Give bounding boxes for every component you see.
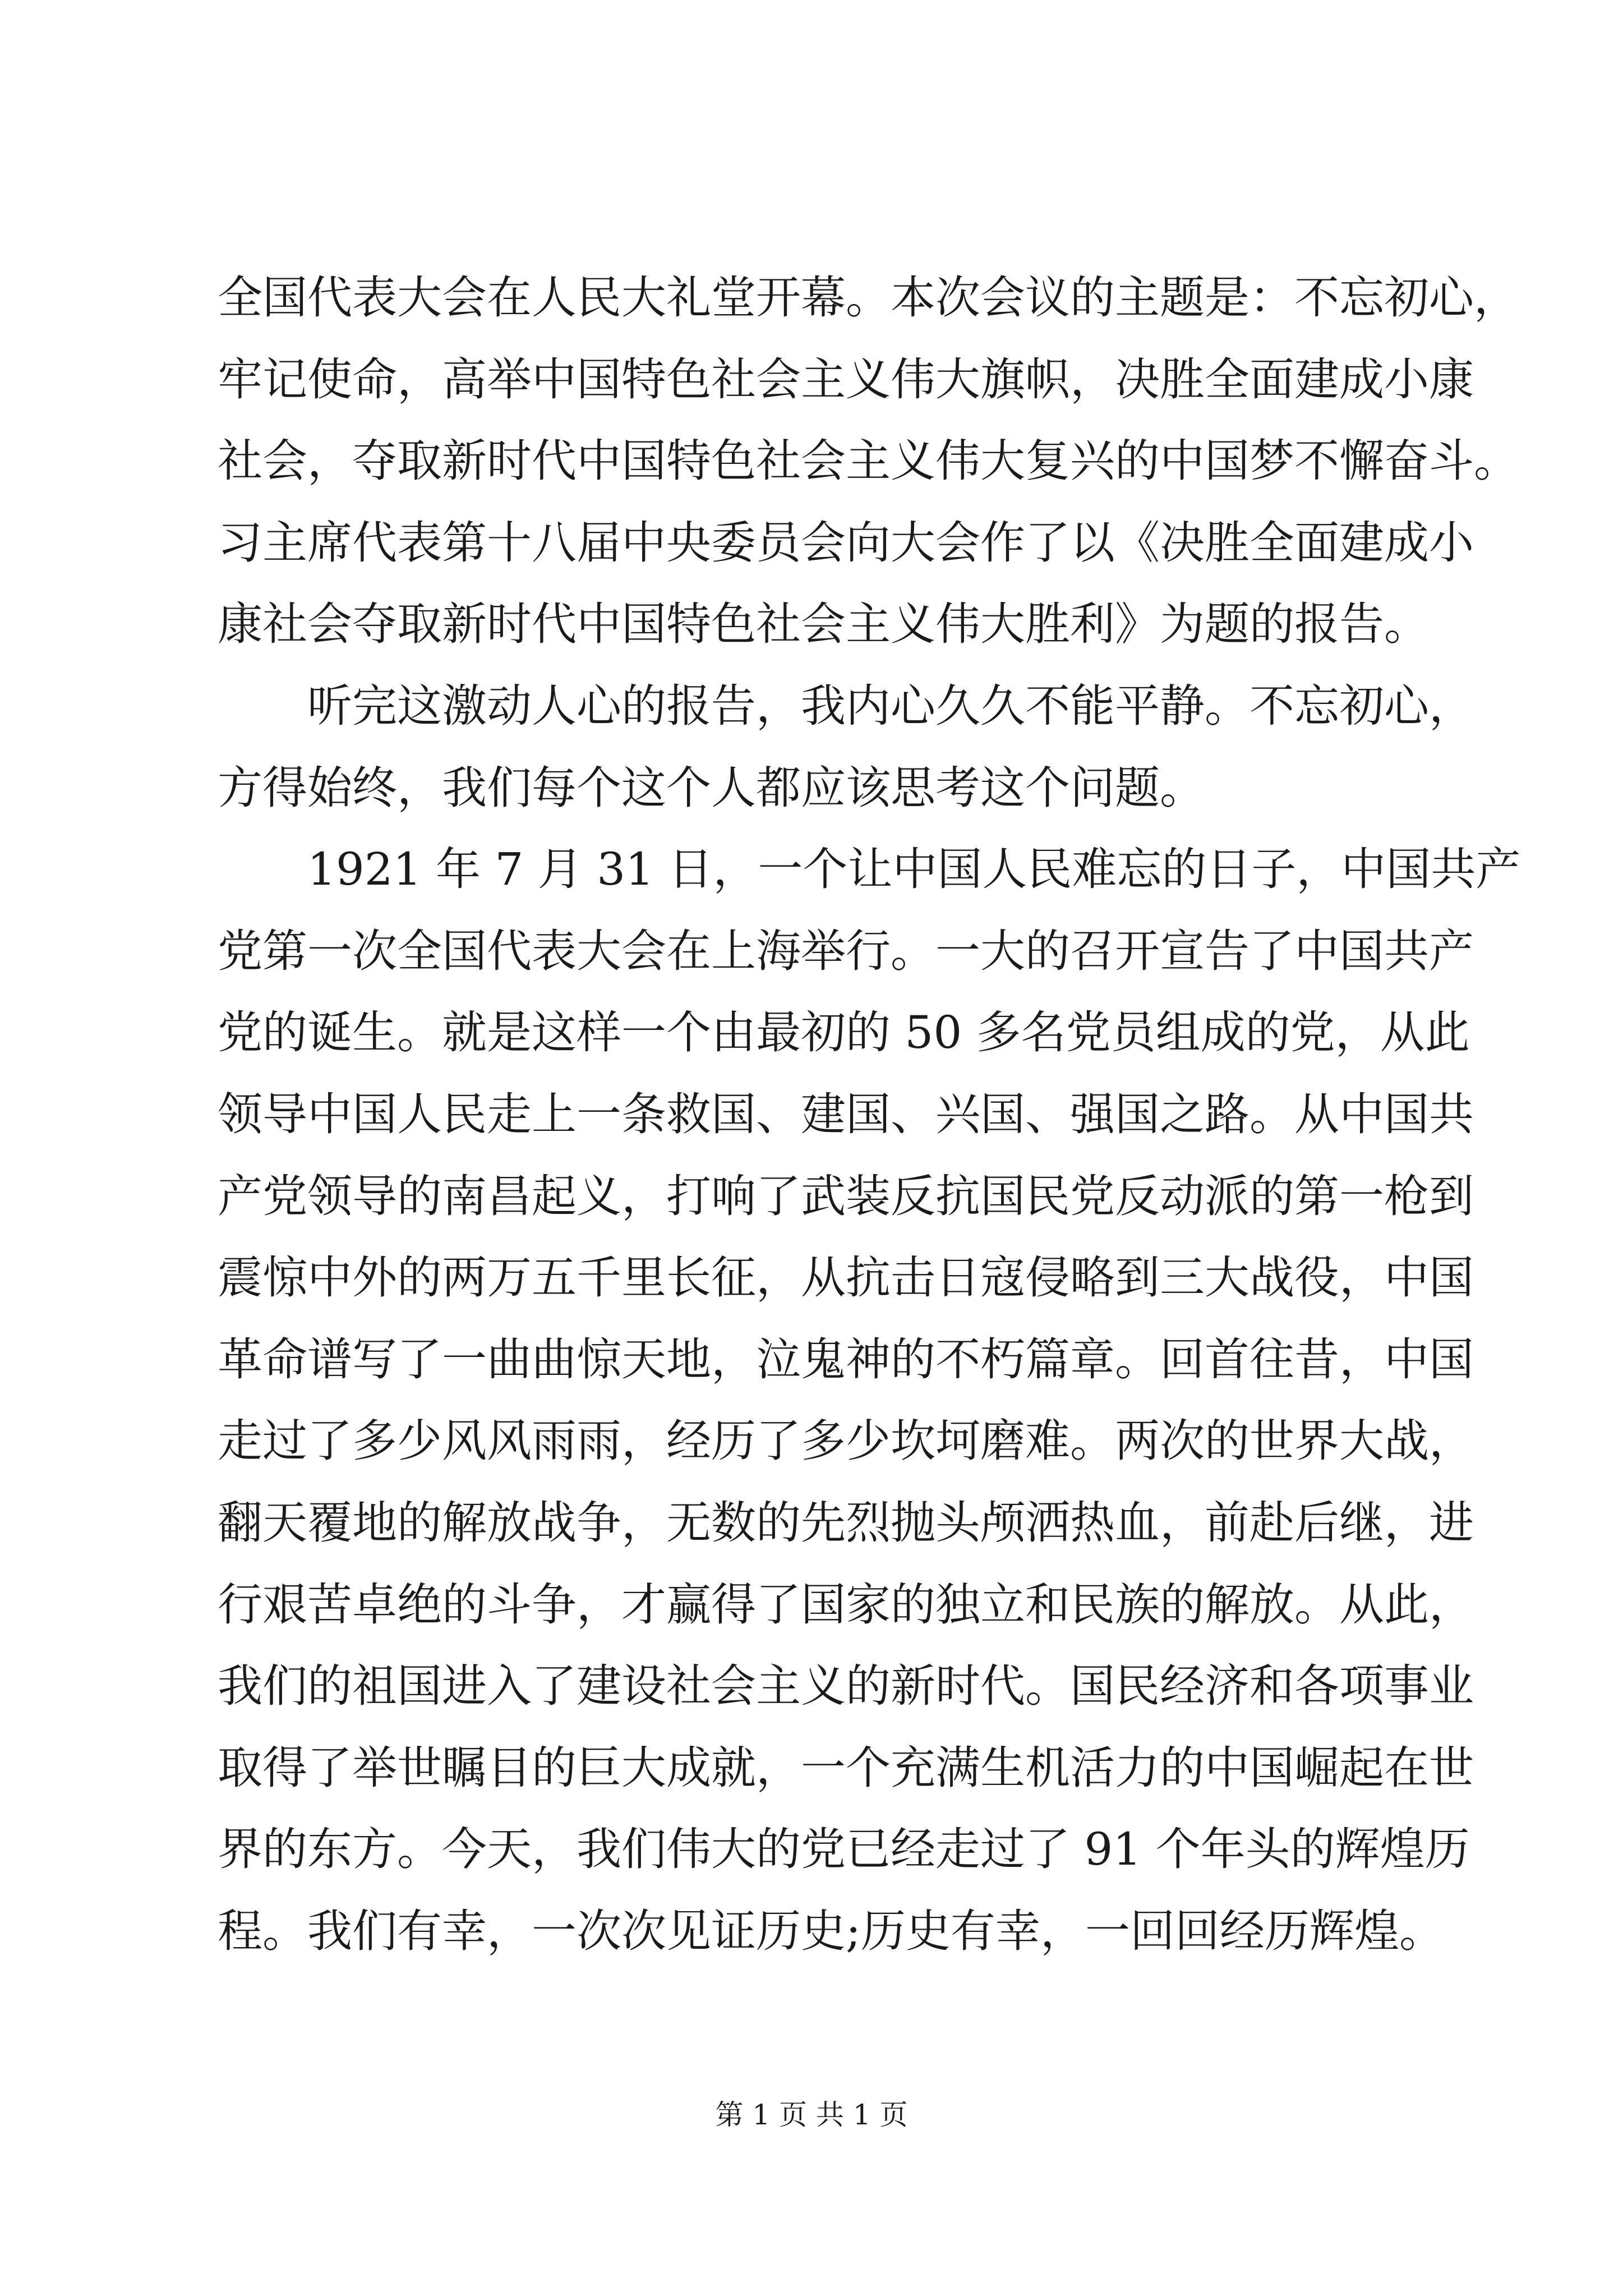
text-line: 行艰苦卓绝的斗争，才赢得了国家的独立和民族的解放。从此， [218, 1578, 1474, 1631]
text-line: 翻天覆地的解放战争，无数的先烈抛头颅洒热血，前赴后继，进 [218, 1496, 1474, 1549]
text-line: 震惊中外的两万五千里长征，从抗击日寇侵略到三大战役，中国 [218, 1251, 1474, 1304]
page-number: 第 1 页 共 1 页 [715, 2099, 908, 2131]
text-line: 产党领导的南昌起义，打响了武装反抗国民党反动派的第一枪到 [218, 1170, 1474, 1222]
text-line: 党的诞生。就是这样一个由最初的 50 多名党员组成的党，从此 [218, 1006, 1470, 1059]
text-line: 走过了多少风风雨雨，经历了多少坎坷磨难。两次的世界大战， [218, 1415, 1474, 1467]
text-line: 我们的祖国进入了建设社会主义的新时代。国民经济和各项事业 [218, 1660, 1474, 1713]
text-line: 取得了举世瞩目的巨大成就，一个充满生机活力的中国崛起在世 [218, 1741, 1474, 1794]
text-line: 领导中国人民走上一条救国、建国、兴国、强国之路。从中国共 [218, 1088, 1474, 1140]
text-line: 程。我们有幸，一次次见证历史;历史有幸，一回回经历辉煌。 [218, 1904, 1444, 1957]
paragraph-first-line: 1921 年 7 月 31 日，一个让中国人民难忘的日子，中国共产 [307, 843, 1521, 896]
text-line: 党第一次全国代表大会在上海举行。一大的召开宣告了中国共产 [218, 924, 1474, 977]
text-line: 方得始终，我们每个这个人都应该思考这个问题。 [218, 761, 1205, 814]
text-line: 牢记使命，高举中国特色社会主义伟大旗帜，决胜全面建成小康 [218, 353, 1474, 406]
text-line: 社会，夺取新时代中国特色社会主义伟大复兴的中国梦不懈奋斗。 [218, 435, 1519, 487]
text-line: 习主席代表第十八届中央委员会向大会作了以《决胜全面建成小 [218, 516, 1474, 569]
document-body [218, 257, 1521, 1972]
text-line: 康社会夺取新时代中国特色社会主义伟大胜利》为题的报告。 [218, 598, 1429, 651]
text-line: 全国代表大会在人民大礼堂开幕。本次会议的主题是：不忘初心， [218, 272, 1519, 324]
text-line: 革命谱写了一曲曲惊天地，泣鬼神的不朽篇章。回首往昔，中国 [218, 1333, 1474, 1386]
page-footer [0, 2098, 1623, 2132]
text-line: 界的东方。今天，我们伟大的党已经走过了 91 个年头的辉煌历 [218, 1823, 1470, 1876]
paragraph-first-line: 听完这激动人心的报告，我内心久久不能平静。不忘初心， [307, 679, 1474, 732]
